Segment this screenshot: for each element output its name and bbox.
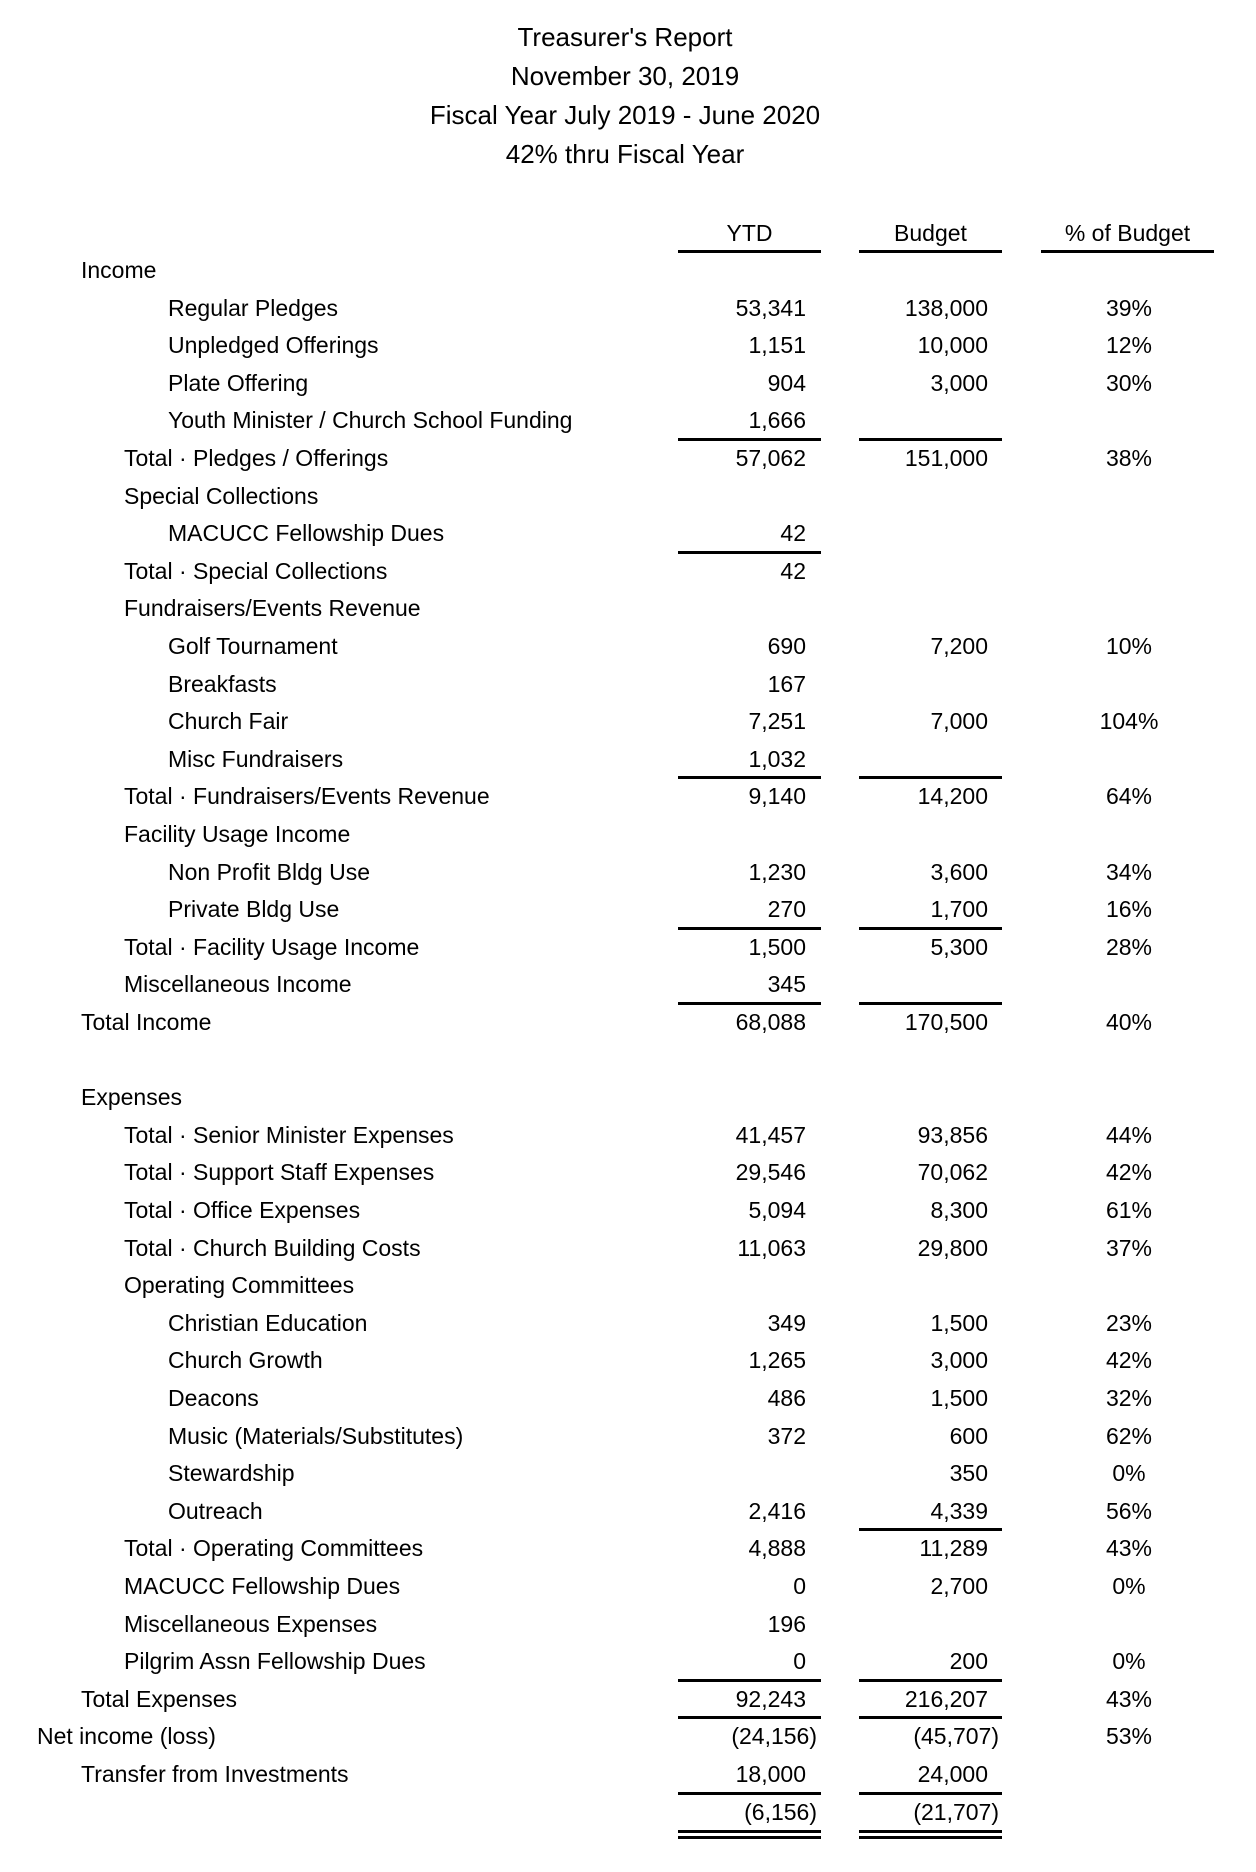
budget-value: 600 (949, 1422, 988, 1449)
row-label: Total · Senior Minister Expenses (124, 1121, 454, 1148)
budget-value: 3,000 (930, 369, 988, 396)
budget-value: 70,062 (917, 1159, 988, 1186)
table-row (0, 1643, 1256, 1681)
row-label: Private Bldg Use (168, 896, 340, 923)
table-row (0, 1267, 1256, 1305)
ytd-value: 57,062 (735, 445, 806, 471)
row-label: Deacons (168, 1385, 259, 1411)
column-header-budget: Budget (894, 220, 967, 246)
pct-value: 42% (1105, 1159, 1153, 1186)
budget-value: 350 (949, 1460, 988, 1487)
table-row (0, 515, 1256, 553)
table-row (0, 553, 1256, 591)
table-row (0, 703, 1256, 741)
pct-value: 0% (1112, 1573, 1146, 1599)
table-row (0, 1493, 1256, 1531)
table-row (0, 1455, 1256, 1493)
ytd-value: 1,666 (748, 407, 806, 434)
ytd-value: 53,341 (735, 294, 806, 321)
ytd-value: 167 (767, 670, 806, 697)
table-row (0, 365, 1256, 403)
fiscal-year: Fiscal Year July 2019 - June 2020 (429, 100, 821, 130)
row-label: Total · Church Building Costs (124, 1234, 421, 1261)
ytd-value: 29,546 (735, 1159, 806, 1186)
pct-value: 16% (1105, 896, 1153, 923)
pct-value: 43% (1105, 1685, 1153, 1712)
row-label: Golf Tournament (168, 633, 338, 659)
table-row (0, 1794, 1256, 1832)
budget-value: 24,000 (917, 1761, 988, 1787)
table-row (0, 628, 1256, 666)
budget-value: 14,200 (917, 783, 988, 810)
table-row (0, 1004, 1256, 1042)
row-label: Miscellaneous Expenses (124, 1610, 378, 1637)
pct-value: 38% (1105, 445, 1153, 471)
budget-value: 1,700 (930, 896, 988, 923)
budget-value: (21,707) (913, 1798, 999, 1825)
pct-value: 37% (1105, 1234, 1153, 1261)
ytd-value: 690 (767, 633, 806, 659)
row-label: MACUCC Fellowship Dues (168, 520, 445, 547)
table-row (0, 1342, 1256, 1380)
ytd-value: 7,251 (748, 708, 806, 735)
budget-value: (45,707) (913, 1723, 999, 1750)
double-rule-budget (859, 1830, 1002, 1839)
pct-value: 34% (1105, 858, 1153, 885)
row-label: Music (Materials/Substitutes) (168, 1422, 464, 1449)
budget-value: 151,000 (904, 445, 988, 471)
pct-value: 0% (1112, 1648, 1146, 1675)
row-label: Total · Fundraisers/Events Revenue (124, 783, 490, 810)
table-row (0, 854, 1256, 892)
budget-value: 1,500 (930, 1309, 988, 1336)
table-row (0, 1756, 1256, 1794)
double-rule-ytd (678, 1830, 821, 1839)
ytd-value: 41,457 (735, 1121, 806, 1148)
row-label: Church Fair (168, 708, 289, 735)
row-label: Miscellaneous Income (124, 971, 352, 998)
ytd-value: 18,000 (735, 1761, 806, 1787)
row-label: Expenses (81, 1084, 183, 1111)
pct-value: 62% (1105, 1422, 1153, 1449)
ytd-value: (6,156) (744, 1798, 817, 1825)
table-row (0, 478, 1256, 516)
row-label: Total · Pledges / Offerings (124, 445, 389, 471)
row-label: Total · Operating Committees (124, 1535, 424, 1562)
row-label: Total · Office Expenses (124, 1197, 361, 1223)
ytd-value: 92,243 (735, 1685, 806, 1712)
ytd-value: 68,088 (735, 1009, 806, 1035)
table-row (0, 966, 1256, 1004)
report-title: Treasurer's Report (517, 22, 733, 52)
ytd-value: (24,156) (731, 1723, 817, 1750)
table-row (0, 1418, 1256, 1456)
table-row (0, 402, 1256, 440)
budget-value: 3,000 (930, 1347, 988, 1374)
budget-value: 10,000 (917, 332, 988, 359)
ytd-value: 345 (767, 971, 806, 998)
row-label: Non Profit Bldg Use (168, 858, 370, 885)
ytd-value: 270 (767, 896, 806, 923)
row-label: Transfer from Investments (81, 1761, 349, 1787)
table-row (0, 1117, 1256, 1155)
row-label: Special Collections (124, 482, 319, 509)
table-row (0, 1606, 1256, 1644)
row-label: Facility Usage Income (124, 821, 351, 847)
table-row (0, 1305, 1256, 1343)
table-row (0, 891, 1256, 929)
budget-value: 2,700 (930, 1573, 988, 1599)
table-row (0, 1568, 1256, 1606)
ytd-value: 372 (767, 1422, 806, 1449)
ytd-value: 42 (780, 557, 806, 584)
row-label: Total Income (81, 1009, 212, 1035)
budget-value: 170,500 (904, 1009, 988, 1035)
budget-value: 1,500 (930, 1385, 988, 1411)
row-label: Outreach (168, 1497, 263, 1524)
table-row (0, 1380, 1256, 1418)
pct-value: 43% (1105, 1535, 1153, 1562)
table-row (0, 929, 1256, 967)
ytd-value: 196 (767, 1610, 806, 1637)
table-row (0, 1530, 1256, 1568)
pct-value: 30% (1105, 369, 1153, 396)
budget-value: 7,200 (930, 633, 988, 659)
table-row (0, 666, 1256, 704)
ytd-value: 0 (793, 1648, 806, 1675)
ytd-value: 2,416 (748, 1497, 806, 1524)
table-row (0, 778, 1256, 816)
pct-value: 0% (1112, 1460, 1146, 1487)
pct-value: 56% (1105, 1497, 1153, 1524)
budget-value: 200 (949, 1648, 988, 1675)
row-label: Fundraisers/Events Revenue (124, 595, 421, 622)
budget-value: 216,207 (904, 1685, 988, 1712)
ytd-value: 486 (767, 1385, 806, 1411)
ytd-value: 1,500 (748, 933, 806, 960)
table-row (0, 590, 1256, 628)
row-label: Net income (loss) (37, 1723, 216, 1750)
ytd-value: 904 (767, 369, 806, 396)
pct-value: 40% (1105, 1009, 1153, 1035)
row-label: Total Expenses (81, 1685, 237, 1712)
ytd-value: 1,032 (748, 745, 806, 772)
table-row (0, 1042, 1256, 1080)
pct-value: 53% (1105, 1723, 1153, 1750)
ytd-value: 4,888 (748, 1535, 806, 1562)
ytd-value: 42 (780, 520, 806, 547)
pct-value: 64% (1105, 783, 1153, 810)
ytd-value: 1,230 (748, 858, 806, 885)
row-label: Youth Minister / Church School Funding (168, 407, 573, 434)
pct-value: 104% (1099, 708, 1159, 735)
ytd-value: 5,094 (748, 1197, 806, 1223)
budget-value: 29,800 (917, 1234, 988, 1261)
pct-value: 44% (1105, 1121, 1153, 1148)
row-label: Unpledged Offerings (168, 332, 379, 359)
ytd-value: 9,140 (748, 783, 806, 810)
budget-value: 11,289 (919, 1535, 988, 1562)
column-header-ytd: YTD (726, 220, 773, 246)
ytd-value: 1,265 (748, 1347, 806, 1374)
table-row (0, 1718, 1256, 1756)
budget-value: 7,000 (930, 708, 988, 735)
pct-value: 42% (1105, 1347, 1153, 1374)
pct-value: 10% (1105, 633, 1153, 659)
table-row (0, 290, 1256, 328)
row-label: Total · Facility Usage Income (124, 933, 420, 960)
pct-value: 39% (1105, 294, 1153, 321)
table-row (0, 1681, 1256, 1719)
row-label: Total · Support Staff Expenses (124, 1159, 435, 1186)
report-date: November 30, 2019 (510, 61, 740, 91)
row-label: Misc Fundraisers (168, 745, 344, 772)
table-row (0, 252, 1256, 290)
column-header-pct: % of Budget (1064, 220, 1191, 246)
ytd-value: 349 (767, 1309, 806, 1336)
pct-value: 23% (1105, 1309, 1153, 1336)
table-row (0, 1230, 1256, 1268)
table-row (0, 816, 1256, 854)
fiscal-progress: 42% thru Fiscal Year (505, 139, 745, 169)
pct-value: 12% (1105, 332, 1153, 359)
budget-value: 93,856 (917, 1121, 988, 1148)
pct-value: 32% (1105, 1385, 1153, 1411)
budget-value: 5,300 (930, 933, 988, 960)
budget-value: 4,339 (930, 1497, 988, 1524)
table-row (0, 440, 1256, 478)
row-label: MACUCC Fellowship Dues (124, 1573, 401, 1599)
budget-value: 8,300 (930, 1197, 988, 1223)
table-row (0, 741, 1256, 779)
pct-value: 61% (1105, 1197, 1153, 1223)
row-label: Church Growth (168, 1347, 323, 1374)
row-label: Operating Committees (124, 1272, 355, 1299)
table-row (0, 1154, 1256, 1192)
ytd-value: 0 (793, 1573, 806, 1599)
row-label: Income (81, 257, 157, 283)
row-label: Pilgrim Assn Fellowship Dues (124, 1648, 426, 1675)
ytd-value: 11,063 (737, 1234, 806, 1261)
row-label: Total · Special Collections (124, 557, 388, 584)
row-label: Regular Pledges (168, 294, 339, 321)
table-row (0, 327, 1256, 365)
row-label: Plate Offering (168, 369, 309, 396)
pct-value: 28% (1105, 933, 1153, 960)
row-label: Stewardship (168, 1460, 295, 1487)
table-row (0, 1192, 1256, 1230)
ytd-value: 1,151 (748, 332, 806, 359)
table-row (0, 1079, 1256, 1117)
budget-value: 3,600 (930, 858, 988, 885)
budget-value: 138,000 (904, 294, 988, 321)
row-label: Breakfasts (168, 670, 277, 697)
row-label: Christian Education (168, 1309, 368, 1336)
